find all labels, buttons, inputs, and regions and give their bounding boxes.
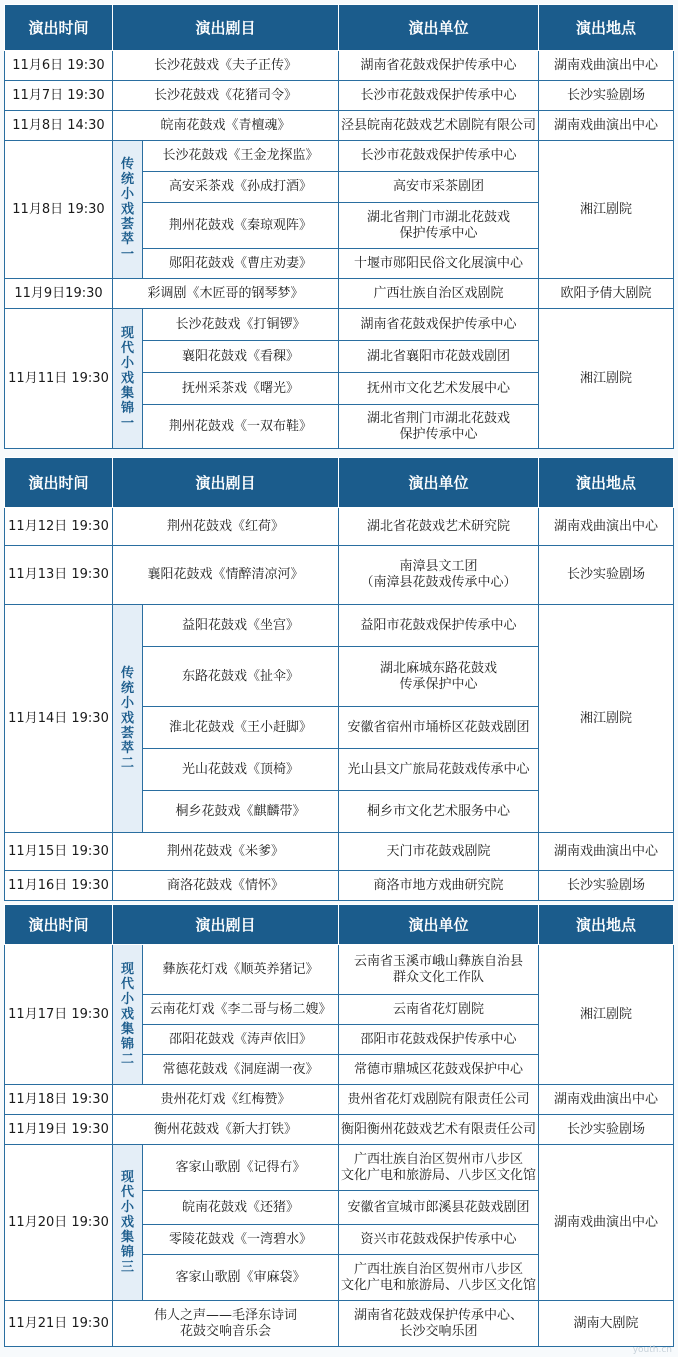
show-time: 11月20日 19:30 bbox=[5, 1145, 113, 1301]
venue: 湖南戏曲演出中心 bbox=[539, 833, 674, 871]
program-name: 商洛花鼓戏《情怀》 bbox=[113, 871, 339, 901]
program-name: 长沙花鼓戏《王金龙探监》 bbox=[143, 141, 339, 172]
performing-unit: 邵阳市花鼓戏保护传承中心 bbox=[339, 1025, 539, 1055]
performing-unit: 抚州市文化艺术发展中心 bbox=[339, 373, 539, 405]
program-name: 皖南花鼓戏《还猪》 bbox=[143, 1191, 339, 1225]
program-name: 彝族花灯戏《顺英养猪记》 bbox=[143, 945, 339, 995]
venue: 湖南戏曲演出中心 bbox=[539, 111, 674, 141]
venue: 湘江剧院 bbox=[539, 309, 674, 449]
venue: 湘江剧院 bbox=[539, 605, 674, 833]
show-time: 11月19日 19:30 bbox=[5, 1115, 113, 1145]
venue: 长沙实验剧场 bbox=[539, 871, 674, 901]
show-time: 11月12日 19:30 bbox=[5, 508, 113, 546]
program-name: 长沙花鼓戏《打铜锣》 bbox=[143, 309, 339, 341]
program-name: 客家山歌剧《记得冇》 bbox=[143, 1145, 339, 1191]
program-name: 衡州花鼓戏《新大打铁》 bbox=[113, 1115, 339, 1145]
show-time: 11月16日 19:30 bbox=[5, 871, 113, 901]
table-header bbox=[5, 458, 674, 508]
program-name: 邵阳花鼓戏《涛声依旧》 bbox=[143, 1025, 339, 1055]
venue: 欧阳予倩大剧院 bbox=[539, 279, 674, 309]
group-label: 传统小戏荟萃二 bbox=[113, 605, 143, 833]
performing-unit: 资兴市花鼓戏保护传承中心 bbox=[339, 1225, 539, 1255]
venue: 长沙实验剧场 bbox=[539, 546, 674, 605]
program-name: 贵州花灯戏《红梅赞》 bbox=[113, 1085, 339, 1115]
performing-unit: 湖北省襄阳市花鼓戏剧团 bbox=[339, 341, 539, 373]
table-row bbox=[5, 871, 674, 901]
program-name: 东路花鼓戏《扯伞》 bbox=[143, 647, 339, 707]
show-time: 11月14日 19:30 bbox=[5, 605, 113, 833]
table-row bbox=[5, 81, 674, 111]
header-program: 演出剧目 bbox=[113, 5, 339, 51]
venue: 湖南大剧院 bbox=[539, 1301, 674, 1347]
header-venue: 演出地点 bbox=[539, 458, 674, 508]
performing-unit: 安徽省宣城市郎溪县花鼓戏剧团 bbox=[339, 1191, 539, 1225]
performing-unit: 十堰市郧阳民俗文化展演中心 bbox=[339, 249, 539, 279]
table-header bbox=[5, 905, 674, 945]
venue: 湖南戏曲演出中心 bbox=[539, 51, 674, 81]
show-time: 11月7日 19:30 bbox=[5, 81, 113, 111]
show-time: 11月13日 19:30 bbox=[5, 546, 113, 605]
program-name: 襄阳花鼓戏《情醉清凉河》 bbox=[113, 546, 339, 605]
table-row bbox=[5, 1085, 674, 1115]
program-name: 光山花鼓戏《顶椅》 bbox=[143, 749, 339, 791]
group-label: 传统小戏荟萃一 bbox=[113, 141, 143, 279]
program-name: 郧阳花鼓戏《曹庄劝妻》 bbox=[143, 249, 339, 279]
venue: 湘江剧院 bbox=[539, 141, 674, 279]
program-name: 零陵花鼓戏《一湾碧水》 bbox=[143, 1225, 339, 1255]
table-row bbox=[5, 279, 674, 309]
performing-unit: 广西壮族自治区贺州市八步区 文化广电和旅游局、八步区文化馆 bbox=[339, 1145, 539, 1191]
program-name: 长沙花鼓戏《夫子正传》 bbox=[113, 51, 339, 81]
table-row bbox=[5, 508, 674, 546]
table-header bbox=[5, 5, 674, 51]
show-time: 11月11日 19:30 bbox=[5, 309, 113, 449]
header-unit: 演出单位 bbox=[339, 5, 539, 51]
header-venue: 演出地点 bbox=[539, 905, 674, 945]
performing-unit: 湖南省花鼓戏保护传承中心、 长沙交响乐团 bbox=[339, 1301, 539, 1347]
program-name: 云南花灯戏《李二哥与杨二嫂》 bbox=[143, 995, 339, 1025]
performing-unit: 安徽省宿州市埇桥区花鼓戏剧团 bbox=[339, 707, 539, 749]
header-program: 演出剧目 bbox=[113, 905, 339, 945]
table-row bbox=[5, 1301, 674, 1347]
program-name: 长沙花鼓戏《花猪司令》 bbox=[113, 81, 339, 111]
performing-unit: 泾县皖南花鼓戏艺术剧院有限公司 bbox=[339, 111, 539, 141]
program-name: 襄阳花鼓戏《看稞》 bbox=[143, 341, 339, 373]
schedule-table-1 bbox=[4, 4, 674, 449]
program-name: 常德花鼓戏《洞庭湖一夜》 bbox=[143, 1055, 339, 1085]
group-label: 现代小戏集锦一 bbox=[113, 309, 143, 449]
venue: 湖南戏曲演出中心 bbox=[539, 1145, 674, 1301]
performing-unit: 湖北省花鼓戏艺术研究院 bbox=[339, 508, 539, 546]
venue: 长沙实验剧场 bbox=[539, 81, 674, 111]
table-row bbox=[5, 546, 674, 605]
table-row bbox=[5, 605, 674, 647]
performing-unit: 南漳县文工团 （南漳县花鼓戏传承中心） bbox=[339, 546, 539, 605]
performing-unit: 湖北麻城东路花鼓戏 传承保护中心 bbox=[339, 647, 539, 707]
show-time: 11月15日 19:30 bbox=[5, 833, 113, 871]
show-time: 11月8日 19:30 bbox=[5, 141, 113, 279]
program-name: 彩调剧《木匠哥的钢琴梦》 bbox=[113, 279, 339, 309]
program-name: 伟人之声——毛泽东诗词 花鼓交响音乐会 bbox=[113, 1301, 339, 1347]
venue: 湖南戏曲演出中心 bbox=[539, 508, 674, 546]
schedule-table-2 bbox=[4, 457, 674, 901]
header-time: 演出时间 bbox=[5, 905, 113, 945]
table-row bbox=[5, 309, 674, 341]
performing-unit: 广西壮族自治区戏剧院 bbox=[339, 279, 539, 309]
show-time: 11月21日 19:30 bbox=[5, 1301, 113, 1347]
show-time: 11月17日 19:30 bbox=[5, 945, 113, 1085]
show-time: 11月8日 14:30 bbox=[5, 111, 113, 141]
show-time: 11月18日 19:30 bbox=[5, 1085, 113, 1115]
header-time: 演出时间 bbox=[5, 5, 113, 51]
program-name: 荆州花鼓戏《米爹》 bbox=[113, 833, 339, 871]
program-name: 淮北花鼓戏《王小赶脚》 bbox=[143, 707, 339, 749]
venue: 湘江剧院 bbox=[539, 945, 674, 1085]
header-unit: 演出单位 bbox=[339, 458, 539, 508]
performing-unit: 桐乡市文化艺术服务中心 bbox=[339, 791, 539, 833]
program-name: 荆州花鼓戏《红荷》 bbox=[113, 508, 339, 546]
program-name: 益阳花鼓戏《坐宫》 bbox=[143, 605, 339, 647]
performing-unit: 衡阳衡州花鼓戏艺术有限责任公司 bbox=[339, 1115, 539, 1145]
program-name: 客家山歌剧《审麻袋》 bbox=[143, 1255, 339, 1301]
table-row bbox=[5, 141, 674, 172]
performing-unit: 天门市花鼓戏剧院 bbox=[339, 833, 539, 871]
table-row bbox=[5, 51, 674, 81]
performing-unit: 商洛市地方戏曲研究院 bbox=[339, 871, 539, 901]
program-name: 高安采茶戏《孙成打酒》 bbox=[143, 172, 339, 203]
performing-unit: 益阳市花鼓戏保护传承中心 bbox=[339, 605, 539, 647]
show-time: 11月9日19:30 bbox=[5, 279, 113, 309]
performing-unit: 湖南省花鼓戏保护传承中心 bbox=[339, 51, 539, 81]
performing-unit: 湖北省荆门市湖北花鼓戏 保护传承中心 bbox=[339, 405, 539, 449]
performing-unit: 常德市鼎城区花鼓戏保护中心 bbox=[339, 1055, 539, 1085]
performing-unit: 贵州省花灯戏剧院有限责任公司 bbox=[339, 1085, 539, 1115]
show-time: 11月6日 19:30 bbox=[5, 51, 113, 81]
table-row bbox=[5, 945, 674, 995]
performing-unit: 湖南省花鼓戏保护传承中心 bbox=[339, 309, 539, 341]
program-name: 桐乡花鼓戏《麒麟带》 bbox=[143, 791, 339, 833]
program-name: 皖南花鼓戏《青檀魂》 bbox=[113, 111, 339, 141]
table-row bbox=[5, 833, 674, 871]
program-name: 荆州花鼓戏《秦琼观阵》 bbox=[143, 203, 339, 249]
performing-unit: 湖北省荆门市湖北花鼓戏 保护传承中心 bbox=[339, 203, 539, 249]
table-row bbox=[5, 1115, 674, 1145]
header-time: 演出时间 bbox=[5, 458, 113, 508]
venue: 长沙实验剧场 bbox=[539, 1115, 674, 1145]
schedule-table-3 bbox=[4, 904, 674, 1347]
header-unit: 演出单位 bbox=[339, 905, 539, 945]
program-name: 荆州花鼓戏《一双布鞋》 bbox=[143, 405, 339, 449]
performing-unit: 长沙市花鼓戏保护传承中心 bbox=[339, 81, 539, 111]
performing-unit: 长沙市花鼓戏保护传承中心 bbox=[339, 141, 539, 172]
header-venue: 演出地点 bbox=[539, 5, 674, 51]
venue: 湖南戏曲演出中心 bbox=[539, 1085, 674, 1115]
performing-unit: 广西壮族自治区贺州市八步区 文化广电和旅游局、八步区文化馆 bbox=[339, 1255, 539, 1301]
performing-unit: 云南省玉溪市峨山彝族自治县 群众文化工作队 bbox=[339, 945, 539, 995]
watermark: youth.cn bbox=[632, 1345, 672, 1355]
header-program: 演出剧目 bbox=[113, 458, 339, 508]
performing-unit: 云南省花灯剧院 bbox=[339, 995, 539, 1025]
group-label: 现代小戏集锦二 bbox=[113, 945, 143, 1085]
table-row bbox=[5, 111, 674, 141]
program-name: 抚州采茶戏《曙光》 bbox=[143, 373, 339, 405]
table-row bbox=[5, 1145, 674, 1191]
performing-unit: 光山县文广旅局花鼓戏传承中心 bbox=[339, 749, 539, 791]
performing-unit: 高安市采茶剧团 bbox=[339, 172, 539, 203]
group-label: 现代小戏集锦三 bbox=[113, 1145, 143, 1301]
